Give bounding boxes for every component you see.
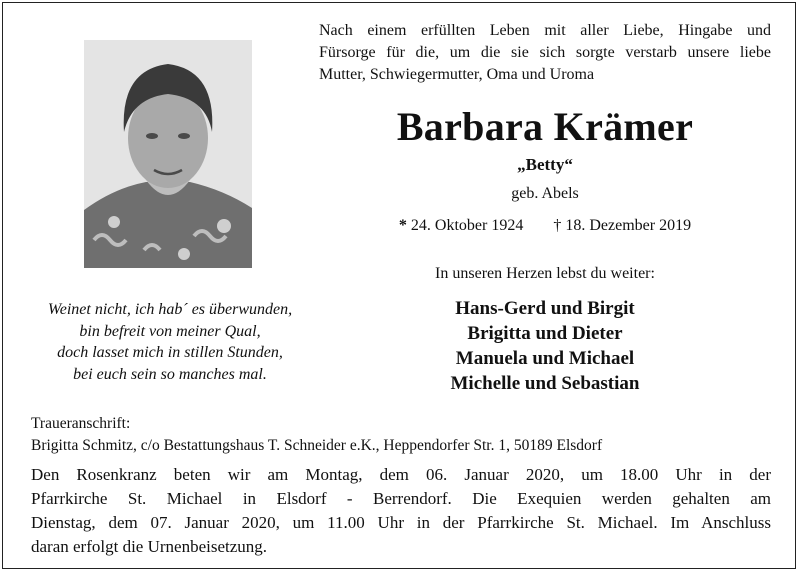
birth-date: 24. Oktober 1924 [410, 217, 524, 234]
poem [20, 299, 320, 385]
service-notice [31, 463, 771, 559]
address-text: Brigitta Schmitz, c/o Bestattungshaus T. Schneider e.K., Heppendorfer Str. 1, 50189 Elsdorf [31, 437, 603, 454]
family-member: Michelle und Sebastian [450, 373, 640, 394]
poem-line: bin befreit von meiner Qual, [79, 322, 261, 340]
birth-symbol: * [398, 217, 407, 234]
deceased-name: Barbara Krämer [396, 104, 694, 149]
family-member: Manuela und Michael [455, 348, 635, 369]
death-date: 18. Dezember 2019 [565, 217, 692, 234]
notice-line: Pfarrkirche St. Michael in Elsdorf - Berrendorf. Die Exequien werden gehalten am [31, 489, 771, 508]
life-dates [319, 217, 771, 235]
death-symbol: † [553, 217, 562, 234]
notice-line: daran erfolgt die Urnenbeisetzung. [31, 537, 268, 556]
intro-line: Mutter, Schwiegermutter, Oma und Uroma [319, 66, 595, 83]
family-member: Brigitta und Dieter [467, 323, 623, 344]
poem-line: bei euch sein so manches mal. [73, 365, 267, 383]
in-heart-text: In unseren Herzen lebst du weiter: [435, 265, 655, 282]
address-label: Traueranschrift: [31, 415, 131, 432]
poem-line: doch lasset mich in stillen Stunden, [57, 344, 283, 361]
intro-text [319, 20, 771, 86]
deceased-nickname: „Betty“ [517, 155, 573, 174]
intro-line: Nach einem erfüllten Leben mit aller Liebe, Hingabe und [319, 22, 771, 39]
intro-line: Fürsorge für die, um die sie sich sorgte verstarb unsere liebe [319, 44, 771, 61]
family-member: Hans-Gerd und Birgit [455, 298, 635, 319]
notice-line: Dienstag, dem 07. Januar 2020, um 11.00 Uhr in der Pfarrkirche St. Michael. Im Anschluss [31, 513, 771, 532]
poem-line: Weinet nicht, ich hab´ es überwunden, [47, 301, 293, 318]
mourning-address [31, 413, 771, 457]
maiden-name: geb. Abels [511, 185, 579, 202]
portrait-illustration [84, 40, 252, 268]
notice-line: Den Rosenkranz beten wir am Montag, dem 06. Januar 2020, um 18.00 Uhr in der [31, 465, 771, 484]
portrait-photo [84, 40, 252, 268]
family-list [319, 296, 771, 396]
